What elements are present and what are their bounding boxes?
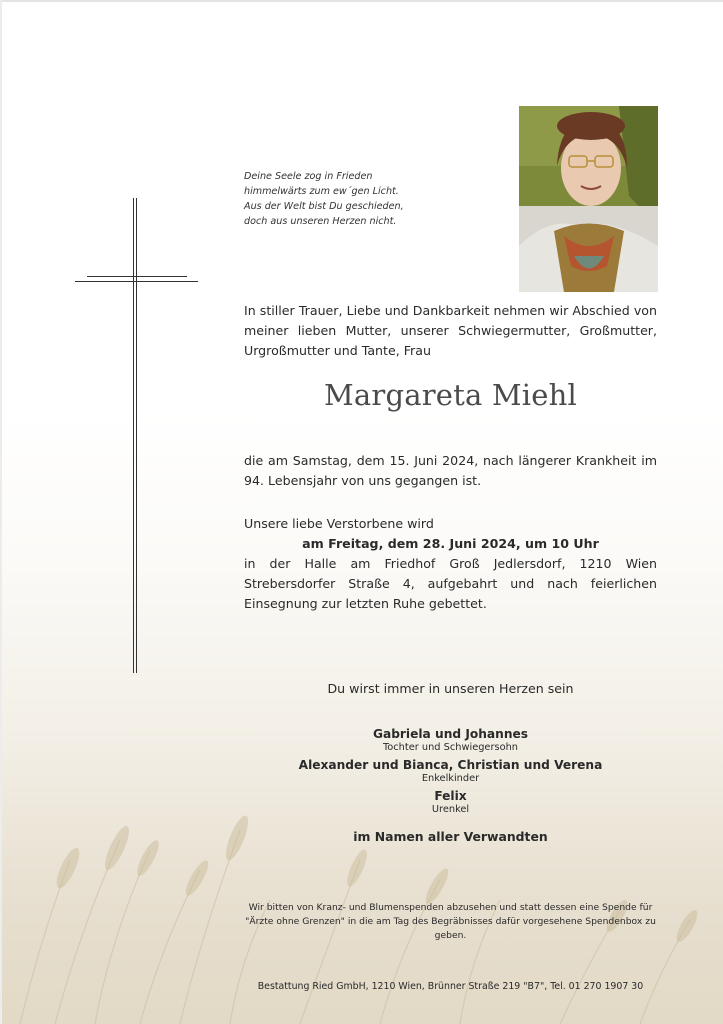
- poem-line: Deine Seele zog in Frieden: [244, 171, 373, 182]
- top-edge: [0, 0, 723, 2]
- donation-note: Wir bitten von Kranz- und Blumenspenden abzusehen und statt dessen eine Spende für "Ärzte ohne Grenzen" in die am Tag des Begräbnisses dafür vorgesehene Spendenbox zu geben.: [245, 902, 656, 941]
- family-member-name: Felix: [434, 789, 467, 803]
- family-member-relation: Urenkel: [431, 804, 470, 815]
- family-member-name: Alexander und Bianca, Christian und Verena: [298, 758, 603, 772]
- poem-line: doch aus unseren Herzen nicht.: [244, 216, 397, 227]
- funeral-intro: Unsere liebe Verstorbene wird: [244, 516, 434, 531]
- funeral-date: am Freitag, dem 28. Juni 2024, um 10 Uhr: [302, 536, 599, 551]
- portrait-photo: [519, 106, 658, 292]
- funeral-info: [244, 514, 657, 614]
- portrait-illustration: [519, 106, 658, 292]
- funeral-details: in der Halle am Friedhof Groß Jedlersdorf, 1210 Wien Strebersdorfer Straße 4, aufgebahrt und nach feierlichen Einsegnung zur letzten Ruhe gebettet.: [244, 556, 657, 611]
- family-member-relation: Tochter und Schwiegersohn: [382, 742, 519, 753]
- motto: Du wirst immer in unseren Herzen sein: [327, 681, 574, 696]
- poem-line: himmelwärts zum ew´gen Licht.: [244, 186, 399, 197]
- funeral-home-footer: Bestattung Ried GmbH, 1210 Wien, Brünner Straße 219 "B7", Tel. 01 270 1907 30: [257, 981, 644, 992]
- family-member-relation: Enkelkinder: [421, 773, 480, 784]
- deceased-name: Margareta Miehl: [324, 378, 577, 412]
- family-member-name: Gabriela und Johannes: [372, 727, 529, 741]
- death-notice: die am Samstag, dem 15. Juni 2024, nach längerer Krankheit im 94. Lebensjahr von uns gegangen ist.: [244, 453, 657, 488]
- intro-paragraph: In stiller Trauer, Liebe und Dankbarkeit nehmen wir Abschied von meiner lieben Mutter, unserer Schwiegermutter, Großmutter, Urgroßmutter und Tante, Frau: [244, 303, 657, 358]
- poem: [244, 169, 494, 229]
- relatives-line: im Namen aller Verwandten: [353, 829, 548, 844]
- family-list: [244, 727, 657, 820]
- poem-line: Aus der Welt bist Du geschieden,: [244, 201, 404, 212]
- cross-vertical-bar: [132, 198, 138, 673]
- cross-horizontal-bar: [75, 274, 198, 284]
